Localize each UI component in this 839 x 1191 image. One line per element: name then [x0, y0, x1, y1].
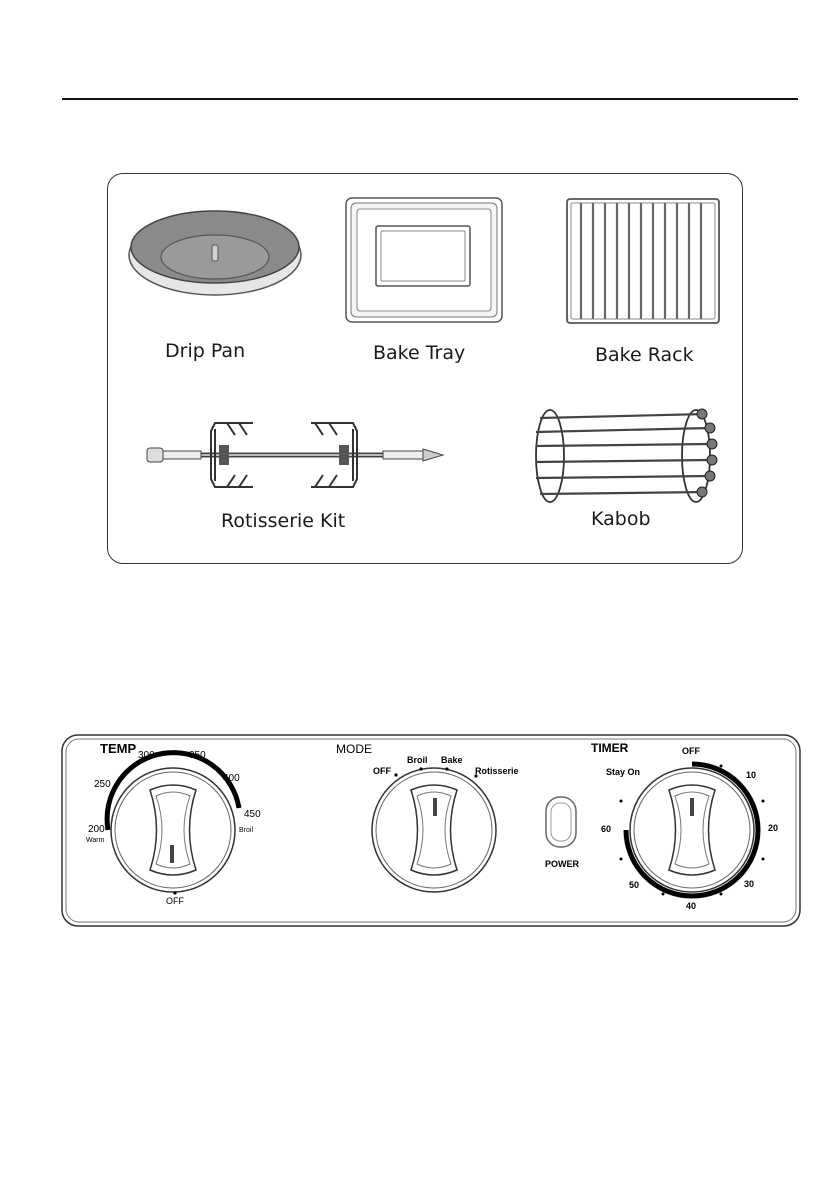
- timer-off-label: OFF: [682, 746, 700, 756]
- power-label: POWER: [545, 859, 580, 869]
- timer-60-label: 60: [601, 824, 612, 834]
- temp-300-label: 300: [138, 750, 155, 761]
- kabob-label: Kabob: [591, 508, 651, 530]
- mode-broil-label: Broil: [407, 755, 428, 765]
- timer-10-label: 10: [746, 770, 757, 780]
- timer-title: TIMER: [591, 741, 629, 755]
- temp-off-label: OFF: [166, 896, 184, 906]
- timer-stay-on-label: Stay On: [606, 767, 641, 777]
- timer-50-label: 50: [629, 880, 640, 890]
- timer-30-label: 30: [744, 879, 755, 889]
- bake-rack-label: Bake Rack: [595, 344, 694, 366]
- mode-knob[interactable]: [372, 767, 496, 892]
- temp-350-label: 350: [189, 750, 206, 761]
- temp-250-label: 250: [94, 779, 111, 790]
- mode-bake-label: Bake: [441, 755, 463, 765]
- temp-broil-label: Broil: [239, 827, 254, 834]
- temp-450-label: 450: [244, 809, 261, 820]
- bake-tray-label: Bake Tray: [373, 342, 466, 364]
- mode-off-label: OFF: [373, 766, 391, 776]
- rotisserie-kit-label: Rotisserie Kit: [221, 510, 346, 532]
- temp-200-label: 200: [88, 824, 105, 835]
- timer-20-label: 20: [768, 823, 779, 833]
- mode-title: MODE: [336, 742, 372, 756]
- temp-title: TEMP: [100, 741, 137, 756]
- temp-warm-label: Warm: [86, 837, 105, 844]
- temp-400-label: 400: [223, 773, 240, 784]
- power-indicator: [546, 797, 576, 847]
- timer-40-label: 40: [686, 901, 697, 911]
- mode-rotisserie-label: Rotisserie: [475, 766, 519, 776]
- drip-pan-label: Drip Pan: [165, 340, 246, 362]
